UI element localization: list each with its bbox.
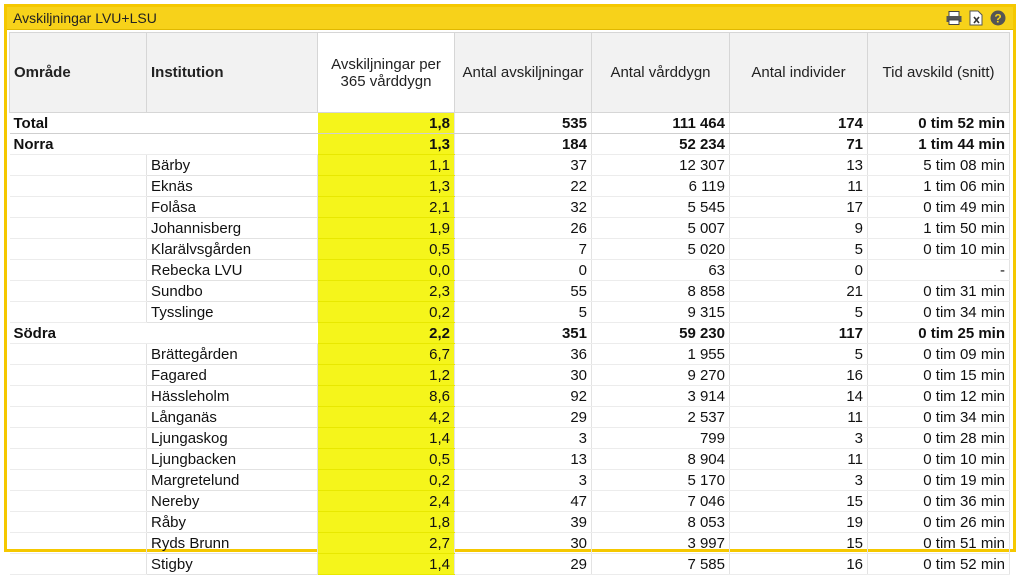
days-cell: 2 537 [592, 407, 730, 428]
time-cell: 0 tim 36 min [868, 491, 1010, 512]
time-cell: 0 tim 26 min [868, 512, 1010, 533]
individuals-cell: 21 [730, 281, 868, 302]
days-cell: 63 [592, 260, 730, 281]
panel-title: Avskiljningar LVU+LSU [13, 10, 157, 26]
rate-cell: 1,8 [318, 512, 455, 533]
rate-cell: 2,3 [318, 281, 455, 302]
table-row[interactable] [10, 260, 1010, 281]
rate-cell: 4,2 [318, 407, 455, 428]
area-cell [10, 470, 147, 491]
time-cell: 0 tim 15 min [868, 365, 1010, 386]
rate-cell: 2,4 [318, 491, 455, 512]
count-cell: 3 [455, 470, 592, 491]
column-header-area[interactable]: Område [10, 33, 147, 113]
count-cell: 47 [455, 491, 592, 512]
time-cell: 0 tim 34 min [868, 302, 1010, 323]
institution-cell [147, 323, 318, 344]
area-cell [10, 197, 147, 218]
days-cell: 3 997 [592, 533, 730, 554]
area-subtotal-row[interactable] [10, 134, 1010, 155]
time-cell: 1 tim 44 min [868, 134, 1010, 155]
rate-cell: 1,3 [318, 134, 455, 155]
individuals-cell: 117 [730, 323, 868, 344]
table-row[interactable] [10, 344, 1010, 365]
table-row[interactable] [10, 554, 1010, 575]
area-cell [10, 176, 147, 197]
institution-cell: Margretelund [147, 470, 318, 491]
area-cell [10, 155, 147, 176]
table-row[interactable] [10, 155, 1010, 176]
institution-cell: Nereby [147, 491, 318, 512]
rate-cell: 0,2 [318, 302, 455, 323]
table-row[interactable] [10, 365, 1010, 386]
rate-cell: 1,8 [318, 113, 455, 134]
data-table [9, 32, 1010, 575]
table-row[interactable] [10, 281, 1010, 302]
individuals-cell: 5 [730, 344, 868, 365]
area-cell: Total [10, 113, 147, 134]
column-header-days[interactable]: Antal vårddygn [592, 33, 730, 113]
individuals-cell: 5 [730, 302, 868, 323]
institution-cell: Brättegården [147, 344, 318, 365]
individuals-cell: 14 [730, 386, 868, 407]
time-cell: 1 tim 06 min [868, 176, 1010, 197]
count-cell: 22 [455, 176, 592, 197]
days-cell: 6 119 [592, 176, 730, 197]
institution-cell: Hässleholm [147, 386, 318, 407]
time-cell: 0 tim 10 min [868, 239, 1010, 260]
count-cell: 351 [455, 323, 592, 344]
time-cell: 0 tim 19 min [868, 470, 1010, 491]
count-cell: 32 [455, 197, 592, 218]
area-cell [10, 365, 147, 386]
report-panel [4, 4, 1016, 573]
area-cell: Södra [10, 323, 147, 344]
days-cell: 5 020 [592, 239, 730, 260]
individuals-cell: 3 [730, 428, 868, 449]
institution-cell: Råby [147, 512, 318, 533]
count-cell: 36 [455, 344, 592, 365]
days-cell: 7 046 [592, 491, 730, 512]
area-subtotal-row[interactable] [10, 323, 1010, 344]
area-cell [10, 428, 147, 449]
table-row[interactable] [10, 533, 1010, 554]
time-cell: - [868, 260, 1010, 281]
table-row[interactable] [10, 386, 1010, 407]
institution-cell: Klarälvsgården [147, 239, 318, 260]
individuals-cell: 17 [730, 197, 868, 218]
individuals-cell: 174 [730, 113, 868, 134]
days-cell: 111 464 [592, 113, 730, 134]
table-row[interactable] [10, 239, 1010, 260]
time-cell: 0 tim 52 min [868, 113, 1010, 134]
printer-icon[interactable] [945, 10, 963, 26]
count-cell: 92 [455, 386, 592, 407]
count-cell: 0 [455, 260, 592, 281]
count-cell: 3 [455, 428, 592, 449]
individuals-cell: 15 [730, 533, 868, 554]
count-cell: 13 [455, 449, 592, 470]
column-header-individuals[interactable]: Antal individer [730, 33, 868, 113]
rate-cell: 8,6 [318, 386, 455, 407]
svg-text:?: ? [994, 11, 1002, 26]
individuals-cell: 0 [730, 260, 868, 281]
rate-cell: 0,5 [318, 449, 455, 470]
days-cell: 59 230 [592, 323, 730, 344]
count-cell: 29 [455, 554, 592, 575]
rate-cell: 0,5 [318, 239, 455, 260]
rate-cell: 0,2 [318, 470, 455, 491]
time-cell: 0 tim 52 min [868, 554, 1010, 575]
time-cell: 0 tim 34 min [868, 407, 1010, 428]
table-row[interactable] [10, 491, 1010, 512]
area-cell [10, 386, 147, 407]
rate-cell: 2,7 [318, 533, 455, 554]
days-cell: 5 545 [592, 197, 730, 218]
rate-cell: 1,2 [318, 365, 455, 386]
time-cell: 0 tim 51 min [868, 533, 1010, 554]
table-row[interactable] [10, 428, 1010, 449]
individuals-cell: 5 [730, 239, 868, 260]
time-cell: 0 tim 28 min [868, 428, 1010, 449]
individuals-cell: 9 [730, 218, 868, 239]
days-cell: 12 307 [592, 155, 730, 176]
table-row[interactable] [10, 302, 1010, 323]
count-cell: 39 [455, 512, 592, 533]
rate-cell: 1,4 [318, 554, 455, 575]
institution-cell: Fagared [147, 365, 318, 386]
individuals-cell: 11 [730, 407, 868, 428]
column-header-institution[interactable]: Institution [147, 33, 318, 113]
time-cell: 0 tim 49 min [868, 197, 1010, 218]
rate-cell: 2,1 [318, 197, 455, 218]
help-icon[interactable] [989, 10, 1007, 26]
institution-cell: Stigby [147, 554, 318, 575]
institution-cell: Ljungbacken [147, 449, 318, 470]
area-cell [10, 554, 147, 575]
individuals-cell: 15 [730, 491, 868, 512]
institution-cell: Ljungaskog [147, 428, 318, 449]
days-cell: 9 270 [592, 365, 730, 386]
count-cell: 5 [455, 302, 592, 323]
count-cell: 37 [455, 155, 592, 176]
time-cell: 0 tim 10 min [868, 449, 1010, 470]
area-cell [10, 344, 147, 365]
days-cell: 8 858 [592, 281, 730, 302]
area-cell [10, 491, 147, 512]
area-cell [10, 281, 147, 302]
area-cell [10, 533, 147, 554]
institution-cell: Rebecka LVU [147, 260, 318, 281]
institution-cell: Bärby [147, 155, 318, 176]
individuals-cell: 13 [730, 155, 868, 176]
total-row[interactable] [10, 113, 1010, 134]
count-cell: 184 [455, 134, 592, 155]
institution-cell: Folåsa [147, 197, 318, 218]
individuals-cell: 71 [730, 134, 868, 155]
days-cell: 7 585 [592, 554, 730, 575]
rate-cell: 1,9 [318, 218, 455, 239]
area-cell [10, 218, 147, 239]
count-cell: 26 [455, 218, 592, 239]
area-cell [10, 407, 147, 428]
time-cell: 0 tim 25 min [868, 323, 1010, 344]
table-row[interactable] [10, 470, 1010, 491]
days-cell: 799 [592, 428, 730, 449]
area-cell [10, 512, 147, 533]
institution-cell: Johannisberg [147, 218, 318, 239]
export-excel-icon[interactable] [967, 10, 985, 26]
rate-cell: 1,4 [318, 428, 455, 449]
count-cell: 55 [455, 281, 592, 302]
institution-cell: Ryds Brunn [147, 533, 318, 554]
panel-toolbar [945, 10, 1007, 26]
count-cell: 30 [455, 533, 592, 554]
table-row[interactable] [10, 218, 1010, 239]
institution-cell: Långanäs [147, 407, 318, 428]
table-row[interactable] [10, 449, 1010, 470]
rate-cell: 0,0 [318, 260, 455, 281]
individuals-cell: 16 [730, 365, 868, 386]
panel-titlebar [7, 7, 1013, 30]
institution-cell: Eknäs [147, 176, 318, 197]
rate-cell: 2,2 [318, 323, 455, 344]
days-cell: 8 904 [592, 449, 730, 470]
header-row [10, 33, 1010, 113]
days-cell: 8 053 [592, 512, 730, 533]
rate-cell: 1,3 [318, 176, 455, 197]
column-header-time[interactable]: Tid avskild (snitt) [868, 33, 1010, 113]
table-row[interactable] [10, 197, 1010, 218]
area-cell: Norra [10, 134, 147, 155]
rate-cell: 1,1 [318, 155, 455, 176]
individuals-cell: 11 [730, 449, 868, 470]
column-header-count[interactable]: Antal avskiljningar [455, 33, 592, 113]
count-cell: 29 [455, 407, 592, 428]
time-cell: 1 tim 50 min [868, 218, 1010, 239]
days-cell: 3 914 [592, 386, 730, 407]
institution-cell: Tysslinge [147, 302, 318, 323]
table-row[interactable] [10, 512, 1010, 533]
time-cell: 5 tim 08 min [868, 155, 1010, 176]
time-cell: 0 tim 09 min [868, 344, 1010, 365]
time-cell: 0 tim 12 min [868, 386, 1010, 407]
institution-cell [147, 134, 318, 155]
area-cell [10, 449, 147, 470]
individuals-cell: 19 [730, 512, 868, 533]
area-cell [10, 260, 147, 281]
days-cell: 9 315 [592, 302, 730, 323]
individuals-cell: 11 [730, 176, 868, 197]
days-cell: 52 234 [592, 134, 730, 155]
rate-cell: 6,7 [318, 344, 455, 365]
area-cell [10, 239, 147, 260]
days-cell: 5 170 [592, 470, 730, 491]
table-row[interactable] [10, 176, 1010, 197]
days-cell: 1 955 [592, 344, 730, 365]
institution-cell [147, 113, 318, 134]
institution-cell: Sundbo [147, 281, 318, 302]
area-cell [10, 302, 147, 323]
time-cell: 0 tim 31 min [868, 281, 1010, 302]
count-cell: 535 [455, 113, 592, 134]
table-row[interactable] [10, 407, 1010, 428]
individuals-cell: 16 [730, 554, 868, 575]
count-cell: 30 [455, 365, 592, 386]
days-cell: 5 007 [592, 218, 730, 239]
column-header-rate[interactable]: Avskiljningar per 365 vårddygn [318, 33, 455, 113]
count-cell: 7 [455, 239, 592, 260]
individuals-cell: 3 [730, 470, 868, 491]
